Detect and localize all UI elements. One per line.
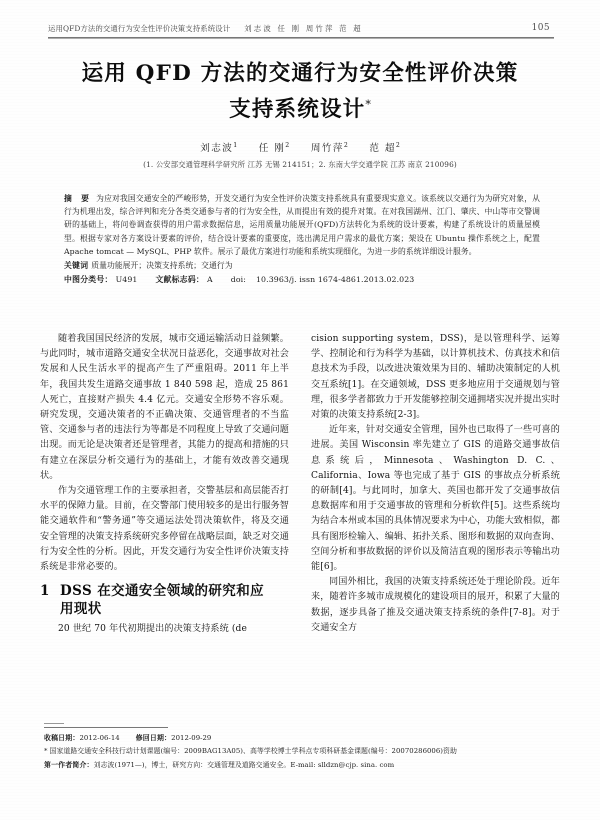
author-name: 任 刚 (258, 143, 286, 154)
footnote-dates (44, 733, 554, 744)
abstract-block (64, 192, 540, 286)
title-line-1: 运用 QFD 方法的交通行为安全性评价决策 (81, 61, 519, 86)
section-heading-cont (40, 600, 289, 619)
revised-date-value: 2012-09-29 (171, 734, 212, 742)
author-name: 范 超 (369, 143, 396, 154)
page-title (50, 58, 550, 125)
classification-value: U491 (115, 274, 138, 284)
title-footnote-marker: * (365, 98, 371, 111)
body-paragraph: 作为交通管理工作的主要承担者，交警基层和高层能否打水平的保障力量。目前，在交警部门使用较多的是出行服务智能交通软件和“警务通”等交通运法处罚决策软件，将及交通安全管理的决策支持系统研究多停留在战略层面，缺乏对交通行为安全性的分析。因此，开发交通行为安全性评价决策支持系统是非常必要的。 (40, 486, 289, 573)
section-heading-line-2: 用现状 (60, 601, 102, 618)
author-bio-text: 刘志波(1971—)，博士，研究方向：交通管理及道路交通安全。E-mail: slldzn@cjp. sina. com (93, 760, 395, 769)
keywords-text: 质量功能展开；决策支持系统；交通行为 (91, 260, 233, 270)
footnote-funding (44, 746, 554, 757)
body-paragraph: cision supporting system，DSS)，是以管理科学、运筹学、控制论和行为科学为基础，以计算机技术、仿真技术和信息技术为手段，以改进决策效果为目的、辅助决策制定的人机交互系统[1]。在交通领域，DSS 更多地应用于交通规划与管理，很多学者都致力于开发能够控制交通拥堵实况并提出实时对策的决策支持系统[2-3]。 (311, 334, 560, 421)
section-heading (40, 582, 289, 601)
footnote-author-bio (44, 760, 554, 771)
section-number: 1 (40, 583, 50, 600)
keywords-label: 关键词 (64, 260, 89, 270)
title-line-2 (50, 89, 550, 125)
section-body-paragraph: 20 世纪 70 年代初期提出的决策支持系统 (de (58, 624, 247, 635)
page-number: 105 (531, 23, 550, 33)
author-affil-marker: 1 (233, 141, 238, 149)
received-date-label: 收稿日期： (44, 734, 80, 742)
abstract-paragraph (64, 192, 540, 258)
received-date-value: 2012-06-14 (79, 734, 120, 742)
author-entry (311, 140, 348, 154)
funding-text: 国家道路交通安全科技行动计划课题(编号：2009BAG13A05)、高等学校博士学科点专项科研基金课题(编号：20070286006)资助 (49, 746, 457, 755)
classification-line (64, 273, 540, 286)
body-paragraph: 随着我国国民经济的发展，城市交通运输活动日益频繁。与此同时，城市道路交通安全状况日益恶化，交通事故对社会发展和人民生活水平的提高产生了严重阻碍。2011 年上半年，我国共发生道路交通事故 1 840 598 起，造成 25 861 人死亡，直接财产损失 4.4 亿元。交通安全形势不容乐观。研究发现，交通决策者的不正确决策、交通管理者的不当监管、交通参与者的违法行为等都是不同程度上导致了交通问题出现。而无论是决策者还是管理者，其能力的提高和措施的只有建立在深层分析交通行为的基础上，才能有效改善交通现状。 (40, 334, 289, 481)
left-column (40, 332, 289, 710)
abstract-label: 摘 要 (64, 194, 93, 203)
body-paragraph: 近年来，针对交通安全管理，国外也已取得了一些可喜的进展。美国 Wisconsin 率先建立了 GIS 的道路交通事故信息系统后，Minnesota、Washington D. C.、California、Iowa 等也完成了基于 GIS 的事故点分析系统的研制[4]。与此同时，加拿大、英国也都开发了交通事故信息数据库和用于交通事故的管理和分析软件[5]。这些系统均为结合本州或本国的具体情况要求为中心，功能大致相似，都具有图形检输入、编辑、拓扑关系、图形和数据的双向查询、空间分析和事故数据的评价以及简洁直观的图形表示等输出功能[6]。 (311, 425, 560, 573)
author-bio-label: 第一作者简介： (44, 760, 94, 769)
section-heading-line-1: DSS 在交通安全领域的研究和应 (60, 583, 265, 600)
doi-label: doi: (230, 274, 246, 284)
author-list (50, 140, 550, 154)
author-name: 周竹萍 (310, 143, 344, 154)
keywords-paragraph (64, 259, 540, 272)
classification-label: 中图分类号： (64, 274, 113, 284)
author-affil-marker: 2 (285, 141, 290, 149)
title-line-2-text: 支持系统设计 (229, 97, 366, 123)
author-affil-marker: 2 (395, 141, 400, 149)
body-columns (40, 332, 560, 710)
funding-marker: * (44, 746, 48, 755)
footnote-block (44, 733, 554, 771)
right-column (311, 332, 560, 710)
running-head (48, 20, 554, 36)
footnote-rule (44, 727, 168, 728)
author-name: 刘志波 (200, 143, 234, 154)
header-rule-secondary (48, 38, 554, 39)
running-head-title: 运用QFD方法的交通行为安全性评价决策支持系统设计 (48, 23, 231, 33)
abstract-text: 为应对我国交通安全的严峻形势，开发交通行为安全性评价决策支持系统具有重要现实意义。该系统以交通行为为研究对象，从行为机理出发，综合评判和充分各类交通参与者的行为安全性，从而提出有效的提升对策。在对我国湖州、江门、肇庆、中山等市交警调研的基础上，将问卷调查获得的用户需求数据信息，运用质量功能展开(QFD)方法转化为系统的设计要素，构建了系统设计的质量屋模型。根据专家对各方案设计要素的评价，结合设计要素的重要度，选出满足用户需求的最优方案；架设在 Ubuntu 操作系统之上，配置 Apache tomcat — MySQL、PHP 软件。展示了最优方案进行功能和系统实现细化，为进一步的系统详细设计服务。 (64, 194, 540, 256)
affiliation-line: (1. 公安部交通管理科学研究所 江苏 无锡 214151；2. 东南大学交通学院 江苏 南京 210096) (143, 160, 457, 169)
author-entry (259, 140, 289, 154)
author-affil-marker: 2 (343, 141, 348, 149)
revised-date-label: 修回日期： (135, 734, 172, 742)
running-head-authors: 刘志波 任 刚 周竹萍 范 超 (244, 23, 363, 33)
footnote-rule-tick (44, 723, 64, 724)
doc-code-value: A (207, 274, 213, 284)
doc-code-label: 文献标志码： (155, 274, 205, 284)
author-entry (369, 140, 399, 154)
doi-value: 10.3963/j. issn 1674-4861.2013.02.023 (256, 274, 415, 284)
author-entry (200, 140, 237, 154)
body-paragraph: 同国外相比，我国的决策支持系统还处于理论阶段。近年来，随着许多城市成规模化的建设项目的展开，积累了大量的数据，逐步具备了推及交通决策支持系统的条件[7-8]。对于交通安全方 (311, 577, 560, 633)
